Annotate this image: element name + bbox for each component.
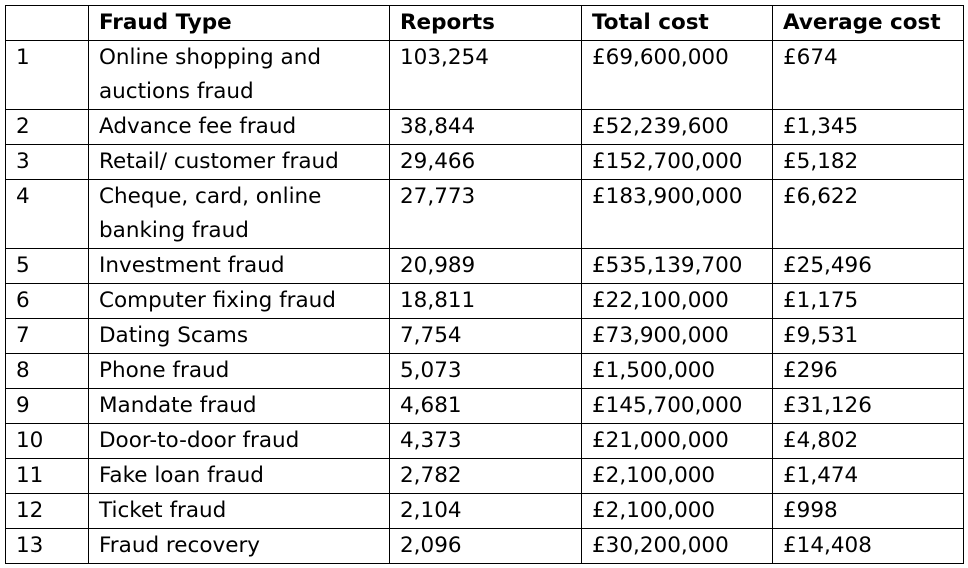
cell-total-cost: £1,500,000 bbox=[582, 354, 773, 389]
cell-average-cost: £998 bbox=[773, 494, 964, 529]
cell-rank: 3 bbox=[6, 145, 89, 180]
cell-rank: 2 bbox=[6, 110, 89, 145]
cell-total-cost: £2,100,000 bbox=[582, 459, 773, 494]
table-row bbox=[6, 319, 964, 354]
cell-fraud-type: Cheque, card, online banking fraud bbox=[89, 180, 390, 249]
cell-total-cost: £21,000,000 bbox=[582, 424, 773, 459]
cell-rank: 7 bbox=[6, 319, 89, 354]
cell-average-cost: £9,531 bbox=[773, 319, 964, 354]
cell-average-cost: £6,622 bbox=[773, 180, 964, 249]
cell-rank: 1 bbox=[6, 41, 89, 110]
table-row bbox=[6, 249, 964, 284]
cell-reports: 2,096 bbox=[390, 529, 582, 564]
cell-total-cost: £69,600,000 bbox=[582, 41, 773, 110]
cell-reports: 27,773 bbox=[390, 180, 582, 249]
cell-fraud-type: Fake loan fraud bbox=[89, 459, 390, 494]
cell-reports: 4,373 bbox=[390, 424, 582, 459]
cell-average-cost: £674 bbox=[773, 41, 964, 110]
cell-fraud-type: Dating Scams bbox=[89, 319, 390, 354]
header-average-cost: Average cost bbox=[773, 6, 964, 41]
table-row bbox=[6, 459, 964, 494]
table-row bbox=[6, 180, 964, 249]
cell-fraud-type: Advance fee fraud bbox=[89, 110, 390, 145]
table-row bbox=[6, 110, 964, 145]
cell-rank: 6 bbox=[6, 284, 89, 319]
header-total-cost: Total cost bbox=[582, 6, 773, 41]
cell-average-cost: £5,182 bbox=[773, 145, 964, 180]
fraud-table bbox=[5, 5, 964, 564]
cell-total-cost: £535,139,700 bbox=[582, 249, 773, 284]
cell-reports: 18,811 bbox=[390, 284, 582, 319]
cell-average-cost: £1,345 bbox=[773, 110, 964, 145]
cell-total-cost: £2,100,000 bbox=[582, 494, 773, 529]
cell-total-cost: £73,900,000 bbox=[582, 319, 773, 354]
cell-rank: 10 bbox=[6, 424, 89, 459]
cell-rank: 4 bbox=[6, 180, 89, 249]
header-reports: Reports bbox=[390, 6, 582, 41]
cell-reports: 2,782 bbox=[390, 459, 582, 494]
cell-total-cost: £183,900,000 bbox=[582, 180, 773, 249]
cell-total-cost: £145,700,000 bbox=[582, 389, 773, 424]
cell-total-cost: £152,700,000 bbox=[582, 145, 773, 180]
table-row bbox=[6, 529, 964, 564]
table-row bbox=[6, 494, 964, 529]
table-row bbox=[6, 354, 964, 389]
cell-reports: 20,989 bbox=[390, 249, 582, 284]
cell-fraud-type: Ticket fraud bbox=[89, 494, 390, 529]
cell-rank: 12 bbox=[6, 494, 89, 529]
cell-reports: 103,254 bbox=[390, 41, 582, 110]
cell-rank: 9 bbox=[6, 389, 89, 424]
table-row bbox=[6, 389, 964, 424]
cell-total-cost: £52,239,600 bbox=[582, 110, 773, 145]
cell-reports: 38,844 bbox=[390, 110, 582, 145]
table-row bbox=[6, 145, 964, 180]
cell-rank: 11 bbox=[6, 459, 89, 494]
cell-average-cost: £14,408 bbox=[773, 529, 964, 564]
cell-rank: 8 bbox=[6, 354, 89, 389]
cell-total-cost: £30,200,000 bbox=[582, 529, 773, 564]
cell-average-cost: £25,496 bbox=[773, 249, 964, 284]
cell-fraud-type: Computer fixing fraud bbox=[89, 284, 390, 319]
cell-fraud-type: Investment fraud bbox=[89, 249, 390, 284]
cell-total-cost: £22,100,000 bbox=[582, 284, 773, 319]
cell-reports: 7,754 bbox=[390, 319, 582, 354]
cell-fraud-type: Mandate fraud bbox=[89, 389, 390, 424]
table-header-row bbox=[6, 6, 964, 41]
header-rank bbox=[6, 6, 89, 41]
cell-fraud-type: Phone fraud bbox=[89, 354, 390, 389]
cell-fraud-type: Retail/ customer fraud bbox=[89, 145, 390, 180]
cell-average-cost: £1,175 bbox=[773, 284, 964, 319]
cell-reports: 29,466 bbox=[390, 145, 582, 180]
header-fraud-type: Fraud Type bbox=[89, 6, 390, 41]
table-row bbox=[6, 41, 964, 110]
table-row bbox=[6, 424, 964, 459]
table-row bbox=[6, 284, 964, 319]
cell-average-cost: £296 bbox=[773, 354, 964, 389]
cell-reports: 2,104 bbox=[390, 494, 582, 529]
cell-average-cost: £1,474 bbox=[773, 459, 964, 494]
cell-fraud-type: Online shopping and auctions fraud bbox=[89, 41, 390, 110]
cell-rank: 5 bbox=[6, 249, 89, 284]
cell-reports: 4,681 bbox=[390, 389, 582, 424]
cell-average-cost: £31,126 bbox=[773, 389, 964, 424]
cell-fraud-type: Door-to-door fraud bbox=[89, 424, 390, 459]
cell-fraud-type: Fraud recovery bbox=[89, 529, 390, 564]
cell-reports: 5,073 bbox=[390, 354, 582, 389]
cell-rank: 13 bbox=[6, 529, 89, 564]
cell-average-cost: £4,802 bbox=[773, 424, 964, 459]
